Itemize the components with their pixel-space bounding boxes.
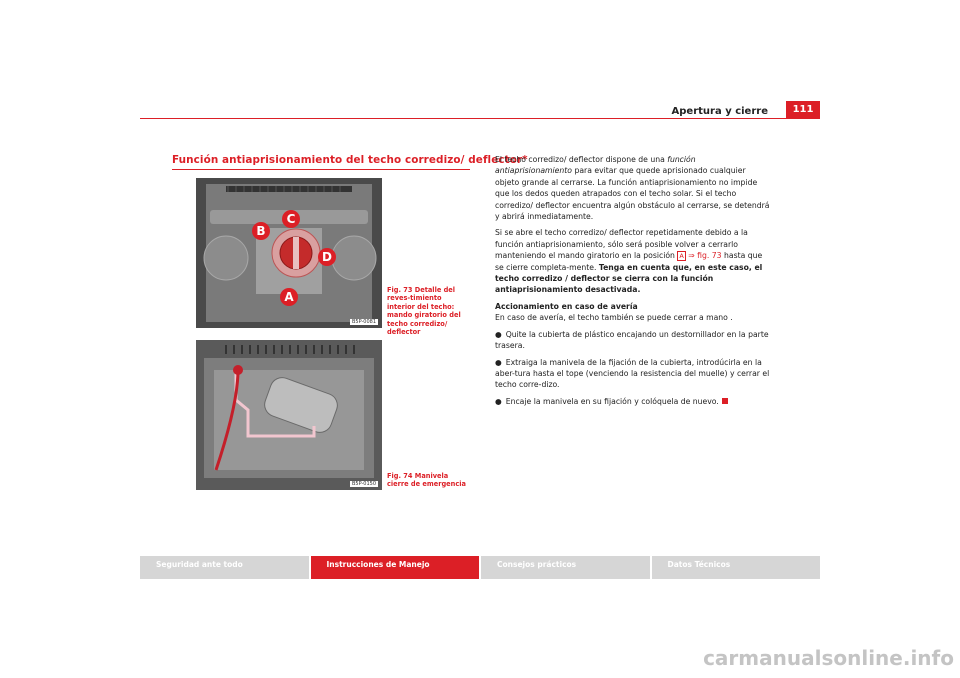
callout-a: A: [280, 288, 298, 306]
title-rule: [172, 169, 470, 170]
subheading: Accionamiento en caso de avería: [495, 301, 638, 311]
bullet-3: ● Encaje la manivela en su fijación y colóquela de nuevo.: [495, 396, 770, 407]
figure-roof-dial: [196, 178, 382, 328]
paragraph-3: En caso de avería, el techo también se puede cerrar a mano .: [495, 313, 733, 323]
position-a-box: A: [679, 252, 684, 261]
footer-nav: [140, 556, 820, 579]
p2-text-b: hasta que se cierre completa-mente.: [495, 251, 763, 272]
tab-instrucciones[interactable]: Instrucciones de Manejo: [311, 556, 480, 579]
callout-d: D: [318, 248, 336, 266]
bullet-icon: ●: [495, 357, 502, 367]
page-number: 111: [786, 101, 820, 119]
paragraph-2: [495, 227, 770, 295]
figure-link[interactable]: ⇒ fig. 73: [685, 251, 722, 261]
running-title: Apertura y cierre: [671, 106, 768, 117]
bullet-icon: ●: [495, 396, 502, 406]
figure-73-caption: Fig. 73 Detalle del reves-timiento interior del techo: mando giratorio del techo corredizo/ deflector: [387, 286, 461, 337]
bullet-icon: ●: [495, 329, 502, 339]
paragraph-1: [495, 154, 770, 222]
figure-emergency-crank: [196, 340, 382, 490]
emergency-crank-illustration: [196, 340, 382, 490]
tab-datos[interactable]: Datos Técnicos: [652, 556, 821, 579]
figure-code: B5P-0081: [351, 319, 376, 325]
tab-seguridad[interactable]: Seguridad ante todo: [140, 556, 309, 579]
p2-text-a: Si se abre el techo corredizo/ deflector repetidamente debido a la función antiaprisionamiento, sólo será posible volver a cerrarlo manteniendo el mando giratorio en la posición: [495, 228, 748, 261]
p1-text-a: El techo corredizo/ deflector dispone de una: [495, 155, 668, 164]
header-rule: [140, 118, 820, 119]
bullet-1: ● Quite la cubierta de plástico encajando un destornillador en la parte trasera.: [495, 329, 769, 351]
figure-74-caption: Fig. 74 Manivela cierre de emergencia: [387, 472, 466, 489]
callout-c: C: [282, 210, 300, 228]
p1-italic: función antiaprisionamiento: [495, 155, 696, 176]
p1-text-b: para evitar que quede aprisionado cualquier objeto grande al cerrarse. La función antiaprisionamiento no impide que los dedos queden atrapados con el techo solar. Si el techo corredizo/ deflector encuentra algún obstáculo al cerrarse, se detendrá y abrirá inmediatamente.: [495, 166, 770, 222]
end-mark-icon: [722, 398, 728, 404]
tab-consejos[interactable]: Consejos prácticos: [481, 556, 650, 579]
watermark: carmanualsonline.info: [703, 646, 954, 670]
bullet-2: ● Extraiga la manivela de la fijación de la cubierta, introdúcirla en la aber-tura hasta el tope (venciendo la resistencia del muelle) y cerrar el techo corre-dizo.: [495, 357, 770, 390]
p2-bold: Tenga en cuenta que, en este caso, el techo corredizo / deflector se cierra con la función antiaprisionamiento desactivada.: [495, 262, 763, 295]
figure-code: B5P-0150: [351, 481, 376, 487]
body-text: [495, 154, 770, 412]
callout-b: B: [252, 222, 270, 240]
section-title: Función antiaprisionamiento del techo corredizo/ deflector*: [172, 154, 528, 166]
